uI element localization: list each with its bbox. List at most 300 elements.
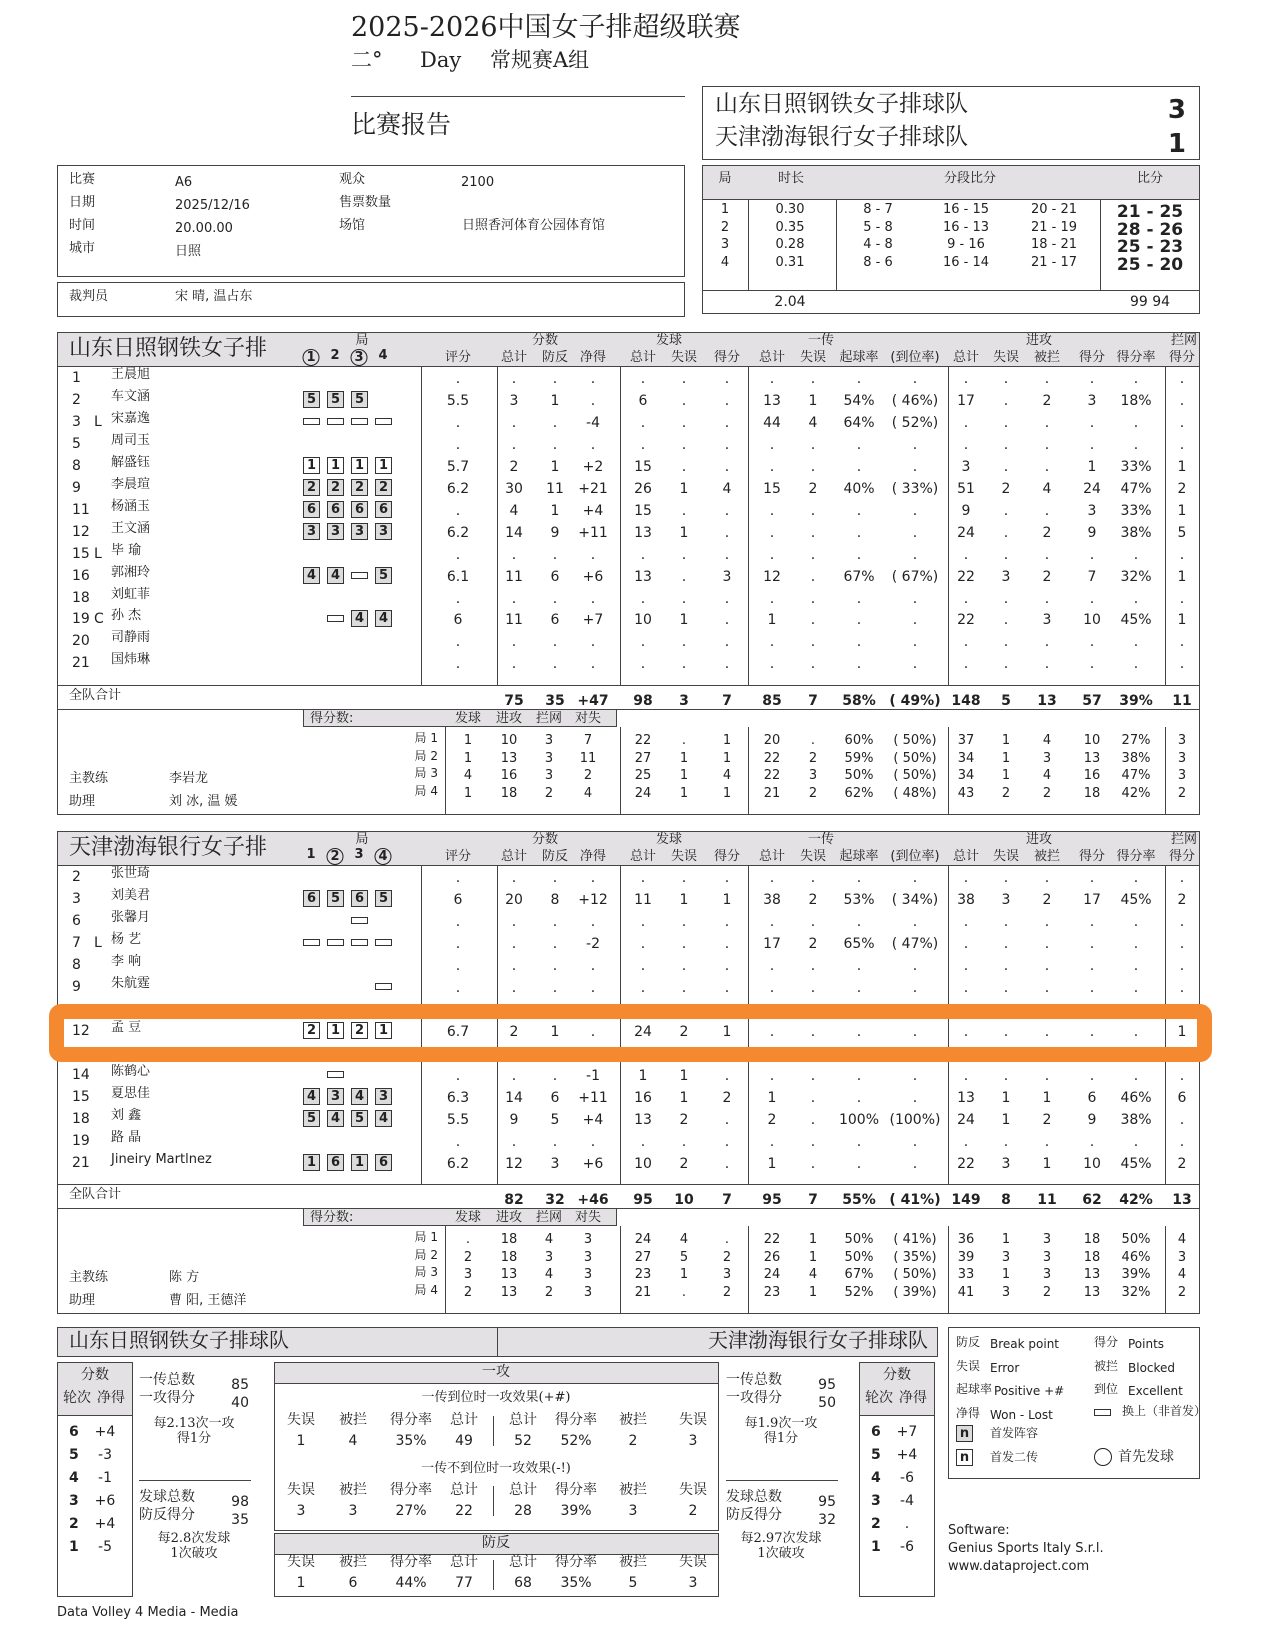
player-stat: . [511, 936, 517, 952]
player-stat: . [724, 958, 730, 974]
per-set-points: 2 [463, 1284, 473, 1300]
divider [497, 367, 498, 685]
per-set-points: 3 [544, 750, 554, 766]
player-stat: . [681, 656, 687, 673]
player-stat: . [1044, 656, 1050, 673]
player-stat: 1 [679, 524, 689, 541]
player-stat: 51 [957, 480, 975, 497]
player-stat: . [1044, 546, 1050, 563]
player-stat: . [552, 1134, 558, 1150]
per-set-points: 18 [500, 1249, 518, 1265]
breakpoint-value: 68 [514, 1575, 532, 1591]
player-stat: . [640, 546, 646, 563]
player-stat: . [1089, 656, 1095, 673]
per-set-stat: 27 [634, 750, 652, 766]
player-stat: . [590, 436, 596, 453]
starting-position-box: 1 [375, 1022, 392, 1039]
rotation-number: 1 [69, 1539, 79, 1555]
column-header: 得分率 [1116, 350, 1156, 365]
sideout-negative-title: 一传不到位时一攻效果(-!) [421, 1461, 571, 1476]
player-stat: . [912, 502, 918, 519]
player-stat: . [552, 914, 558, 930]
player-stat: 17 [763, 936, 781, 952]
rotation-number: 6 [871, 1424, 881, 1440]
player-stat: 10 [1083, 1156, 1101, 1172]
per-set-stat: ( 50%) [893, 768, 937, 783]
player-stat: 13 [634, 568, 652, 585]
per-set-header-label: 得分数: [310, 1210, 354, 1225]
column-header: 被拦 [1033, 849, 1061, 864]
player-stat: . [1044, 1134, 1050, 1150]
sideout-negative-value: 22 [455, 1503, 473, 1519]
per-set-stat: 32% [1121, 1284, 1151, 1300]
player-stat: . [1003, 392, 1009, 409]
breakpoint-col: 总计 [450, 1554, 478, 1570]
player-stat: . [511, 1068, 517, 1084]
per-set-stat: 4 [1042, 768, 1052, 783]
per-set-stat: 2 [722, 1249, 732, 1265]
starting-position-box: 3 [327, 1088, 344, 1105]
player-stat: . [724, 436, 730, 453]
player-stat: . [810, 634, 816, 651]
substitution-marker [303, 418, 320, 425]
player-stat: . [590, 634, 596, 651]
set-final-score: 28 - 26 [1116, 219, 1184, 240]
set-final-score: 25 - 23 [1116, 237, 1184, 257]
player-stat: 3 [1001, 568, 1011, 585]
report-title: 2025-2026中国女子排超级联赛 [351, 12, 741, 43]
assistant-names: 刘 冰, 温 媛 [169, 794, 238, 809]
starting-position-box: 6 [375, 501, 392, 518]
player-stat: 4 [509, 502, 519, 519]
rotation-number: 2 [871, 1516, 881, 1532]
set-number: 3 [720, 237, 730, 252]
column-header: 总计 [952, 350, 980, 365]
player-name: 刘美君 [111, 888, 151, 903]
starting-position-box: 1 [327, 457, 344, 474]
player-stat: . [640, 414, 646, 431]
team-total-stat: 98 [633, 693, 653, 709]
column-group-serve: 发球 [655, 832, 683, 847]
player-stat: . [640, 371, 646, 387]
player-stat: . [552, 870, 558, 886]
set-number: 2 [720, 219, 730, 235]
player-stat: 17 [1083, 892, 1101, 908]
per-set-label: 局 4 [414, 783, 438, 798]
set-final-score: 25 - 20 [1116, 254, 1184, 275]
sideout-negative-value: 28 [514, 1503, 532, 1519]
rotation-number: 4 [69, 1470, 79, 1486]
player-stat: 45% [1120, 1156, 1152, 1172]
player-stat: . [856, 958, 862, 974]
player-stat: . [590, 914, 596, 930]
player-name: 夏思佳 [111, 1086, 151, 1101]
substitution-marker [327, 418, 344, 425]
player-stat: 54% [843, 392, 875, 409]
sideout-col: 得分率 [390, 1482, 432, 1498]
player-stat: 2 [808, 936, 818, 952]
player-stat: 1 [767, 1156, 777, 1172]
starting-position-box: 3 [375, 1088, 392, 1105]
player-number: 5 [72, 435, 81, 452]
per-set-stat: 52% [844, 1284, 874, 1300]
rotation-net: +4 [94, 1424, 116, 1440]
serve-total-label: 发球总数 [726, 1489, 782, 1505]
player-stat: . [912, 612, 918, 629]
per-set-stat: ( 50%) [893, 1267, 937, 1282]
info-label-city: 城市 [69, 241, 96, 256]
player-stat: . [590, 546, 596, 563]
divider [139, 1480, 251, 1481]
player-stat: 6 [550, 568, 560, 585]
player-stat: 4 [1042, 480, 1052, 497]
per-set-stat: ( 35%) [893, 1249, 937, 1265]
player-stat: . [681, 546, 687, 563]
player-stat: . [681, 590, 687, 607]
player-stat: 1 [1177, 502, 1187, 519]
per-set-column: 对失 [574, 711, 602, 726]
legend-term: 失误 [956, 1359, 981, 1373]
player-stat: . [1133, 371, 1139, 387]
player-stat: 2 [1042, 1112, 1052, 1128]
player-stat: . [1003, 502, 1009, 519]
set-partial-score: 4 - 8 [863, 237, 893, 252]
team-total-stat: +47 [577, 693, 609, 709]
player-stat: 10 [634, 1156, 652, 1172]
day-label: Day [420, 48, 462, 72]
player-number: 11 [72, 501, 90, 518]
player-stat: . [681, 371, 687, 387]
sideout-points-label: 一攻得分 [139, 1390, 195, 1406]
sideout-col: 总计 [509, 1482, 537, 1498]
player-stat: 6 [550, 1090, 560, 1106]
column-header: 防反 [541, 350, 569, 365]
column-group-points: 分数 [531, 832, 559, 847]
player-stat: 17 [957, 392, 975, 409]
team-total-stat: 32 [545, 1192, 565, 1208]
reception-total: 85 [231, 1377, 249, 1393]
player-stat: . [724, 546, 730, 563]
player-stat: . [769, 1024, 775, 1040]
player-stat: 1 [1042, 1090, 1052, 1106]
player-stat: +12 [578, 892, 608, 908]
sideout-note: 每2.13次一攻 [153, 1416, 235, 1431]
team-total-stat: 7 [808, 693, 818, 709]
player-stat: . [681, 936, 687, 952]
player-stat: 1 [808, 392, 818, 409]
player-stat: . [912, 436, 918, 453]
player-number: 20 [72, 633, 90, 650]
divider [493, 1560, 494, 1590]
per-set-stat: 47% [1121, 768, 1151, 783]
player-stat: . [552, 414, 558, 431]
player-stat: . [590, 980, 596, 996]
player-name: 国炜琳 [111, 652, 151, 668]
player-stat: . [856, 980, 862, 996]
player-stat: . [511, 634, 517, 651]
player-stat: . [681, 414, 687, 431]
per-set-points: 13 [500, 750, 518, 766]
player-number: 3 [72, 891, 81, 907]
player-stat: ( 52%) [891, 414, 939, 431]
per-set-points: 2 [583, 768, 593, 783]
player-stat: . [1089, 371, 1095, 387]
break-points: 32 [818, 1512, 836, 1528]
sideout-col: 被拦 [339, 1412, 367, 1428]
coach-name: 陈 方 [169, 1270, 200, 1285]
player-stat: . [856, 1156, 862, 1172]
starting-position-box: 6 [303, 890, 320, 907]
rotation-number: 1 [871, 1539, 881, 1555]
substitution-marker [303, 939, 320, 946]
divider [1165, 1226, 1166, 1314]
player-stat: 8 [550, 892, 560, 908]
player-stat: . [640, 436, 646, 453]
player-stat: . [856, 436, 862, 453]
per-set-stat: 62% [844, 785, 874, 801]
player-stat: . [769, 634, 775, 651]
substitution-marker [351, 572, 368, 579]
player-stat: 2 [722, 1090, 732, 1106]
player-stat: . [810, 612, 816, 629]
player-stat: . [590, 656, 596, 673]
player-stat: . [856, 371, 862, 387]
player-stat: . [724, 1112, 730, 1128]
player-stat: 12 [763, 568, 781, 585]
player-number: 9 [72, 979, 81, 995]
player-stat: 1 [1001, 1112, 1011, 1128]
player-stat: 1 [638, 1068, 648, 1084]
set-duration: 0.31 [775, 254, 805, 270]
player-number: 14 [72, 1067, 90, 1083]
player-stat: 40% [843, 480, 875, 497]
per-set-points: 3 [463, 1267, 473, 1282]
player-stat: . [810, 958, 816, 974]
sideout-col: 失误 [679, 1482, 707, 1498]
per-set-points: 1 [463, 785, 473, 801]
serve-total-label: 发球总数 [139, 1489, 195, 1505]
player-stat: 1 [722, 892, 732, 908]
player-stat: . [455, 914, 461, 930]
player-stat: . [856, 458, 862, 475]
per-set-stat: 13 [1083, 1284, 1101, 1300]
player-stat: 1 [679, 1068, 689, 1084]
set-partial-score: 20 - 21 [1030, 202, 1078, 217]
divider [493, 1416, 494, 1446]
player-stat: +6 [582, 1156, 604, 1172]
column-group-points: 分数 [531, 333, 559, 348]
player-stat: . [912, 634, 918, 651]
starting-position-box: 5 [327, 391, 344, 408]
player-stat: . [511, 371, 517, 387]
player-stat: . [724, 914, 730, 930]
player-stat: 16 [634, 1090, 652, 1106]
per-set-stat: 3 [1042, 1267, 1052, 1282]
divider [748, 727, 749, 815]
starting-position-box: 6 [351, 501, 368, 518]
sideout-negative-value: 39% [560, 1503, 592, 1519]
column-header: 失误 [992, 849, 1020, 864]
starting-position-box: 6 [375, 1154, 392, 1171]
player-number: 2 [72, 391, 81, 408]
team-total-stat: ( 41%) [889, 1192, 941, 1208]
sideout-positive-value: 2 [628, 1433, 638, 1449]
per-set-stat: 3 [1001, 1284, 1011, 1300]
sideout-positive-value: 3 [688, 1433, 698, 1449]
software-credit: www.dataproject.com [948, 1559, 1090, 1574]
player-stat: 6 [453, 892, 463, 908]
player-stat: 3 [550, 1156, 560, 1172]
team-total-stat: 57 [1082, 693, 1102, 709]
sideout-note: 得1分 [763, 1431, 799, 1446]
player-stat: . [769, 524, 775, 541]
player-stat: . [810, 1024, 816, 1040]
player-stat: 38 [957, 892, 975, 908]
starting-position-box: 4 [327, 1110, 344, 1127]
player-stat: . [1179, 414, 1185, 431]
column-header: 得分 [1168, 350, 1196, 365]
sideout-col: 失误 [287, 1482, 315, 1498]
player-stat: 9 [509, 1112, 519, 1128]
rotation-col-net: 净得 [899, 1390, 927, 1406]
player-stat: . [552, 546, 558, 563]
player-stat: . [963, 656, 969, 673]
player-role: L [94, 545, 102, 562]
player-stat: 65% [843, 936, 875, 952]
breakpoint-value: 1 [296, 1575, 306, 1591]
player-stat: +7 [582, 612, 604, 629]
column-header: 起球率 [839, 849, 879, 864]
per-set-points: 7 [583, 733, 593, 748]
per-set-label: 局 3 [414, 766, 438, 780]
column-group-attack: 进攻 [1025, 832, 1053, 847]
player-stat: 9 [1087, 1112, 1097, 1128]
per-set-stat: 33 [957, 1267, 975, 1282]
team-name: 山东日照钢铁女子排 [69, 336, 268, 361]
first-serve-set-marker: 4 [375, 848, 392, 865]
breakpoint-value: 3 [688, 1575, 698, 1591]
player-stat: 2 [679, 1156, 689, 1172]
player-stat: . [1003, 458, 1009, 475]
sideout-col: 总计 [450, 1482, 478, 1498]
team-total-stat: 11 [1172, 693, 1192, 709]
per-set-stat: 23 [763, 1284, 781, 1300]
player-stat: . [769, 436, 775, 453]
player-stat: . [1044, 414, 1050, 431]
breakpoint-col: 被拦 [339, 1554, 367, 1570]
player-stat: . [455, 958, 461, 974]
player-stat: . [511, 914, 517, 930]
player-stat: . [724, 980, 730, 996]
player-stat: 64% [843, 414, 875, 431]
rotation-net: +6 [94, 1493, 116, 1509]
player-stat: . [1179, 980, 1185, 996]
player-stat: 15 [634, 458, 652, 475]
column-header: 得分 [1168, 849, 1196, 864]
player-stat: . [1003, 546, 1009, 563]
player-number: 8 [72, 457, 81, 474]
rotation-net: -4 [900, 1493, 914, 1509]
player-stat: . [1179, 371, 1185, 387]
rotation-number: 2 [69, 1516, 79, 1532]
player-stat: . [1044, 1068, 1050, 1084]
per-set-stat: 5 [679, 1249, 689, 1265]
per-set-stat: 22 [763, 768, 781, 783]
player-number: 2 [72, 869, 81, 885]
player-stat: 6.2 [446, 480, 470, 497]
sets-header-partials: 分段比分 [943, 171, 997, 186]
break-points-label: 防反得分 [139, 1507, 195, 1523]
player-stat: . [1133, 1134, 1139, 1150]
per-set-stat: 50% [844, 1249, 874, 1265]
player-stat: . [1179, 958, 1185, 974]
per-set-stat: 59% [844, 750, 874, 766]
sideout-col: 得分率 [390, 1412, 432, 1428]
sideout-negative-value: 3 [296, 1503, 306, 1519]
sideout-col: 被拦 [619, 1412, 647, 1428]
player-stat: . [724, 392, 730, 409]
column-header: 净得 [579, 350, 607, 365]
player-stat: 1 [1177, 612, 1187, 629]
substitution-marker [351, 418, 368, 425]
starting-position-box: 6 [327, 501, 344, 518]
team-total-stat: 85 [762, 693, 782, 709]
player-stat: . [1003, 1134, 1009, 1150]
set-partial-score: 21 - 17 [1030, 254, 1078, 270]
player-stat: . [769, 371, 775, 387]
first-serve-set-marker: 1 [303, 349, 320, 366]
column-header: 得分 [713, 849, 741, 864]
divider [57, 1184, 1200, 1185]
away-team-name: 天津渤海银行女子排球队 [715, 124, 968, 150]
player-stat: . [640, 870, 646, 886]
player-stat: . [810, 1156, 816, 1172]
per-set-label: 局 1 [414, 1230, 438, 1244]
player-stat: 1 [679, 480, 689, 497]
per-set-stat: 3 [1042, 1249, 1052, 1265]
per-set-stat: ( 41%) [893, 1232, 937, 1247]
home-sets-won: 3 [1167, 95, 1186, 125]
player-stat: . [640, 980, 646, 996]
player-stat: . [1089, 1134, 1095, 1150]
column-header: 总计 [500, 350, 528, 365]
set-partial-score: 16 - 14 [942, 254, 990, 270]
player-stat: . [963, 414, 969, 431]
player-name: Jineiry Martlnez [111, 1152, 212, 1167]
team-total-stat: 95 [633, 1192, 653, 1208]
player-stat: 24 [634, 1024, 652, 1040]
per-set-points: 3 [583, 1232, 593, 1247]
breakpoint-value: 44% [395, 1575, 427, 1591]
per-set-stat: 1 [722, 733, 732, 748]
title-rule [351, 96, 685, 97]
player-stat: . [1044, 958, 1050, 974]
divider [726, 1480, 838, 1481]
player-stat: 5 [550, 1112, 560, 1128]
divider [421, 367, 422, 685]
starter-legend-icon: n [956, 1425, 973, 1442]
column-header: 得分 [1078, 849, 1106, 864]
player-stat: . [1089, 634, 1095, 651]
column-header: 被拦 [1033, 350, 1061, 365]
player-stat: . [912, 1090, 918, 1106]
column-header: 评分 [444, 849, 472, 864]
player-stat: 5.7 [446, 458, 470, 475]
team-total-stat: 75 [504, 693, 524, 709]
legend-definition: Error [990, 1361, 1020, 1375]
per-set-stat: . [681, 1284, 687, 1300]
player-stat: 3 [1087, 502, 1097, 519]
